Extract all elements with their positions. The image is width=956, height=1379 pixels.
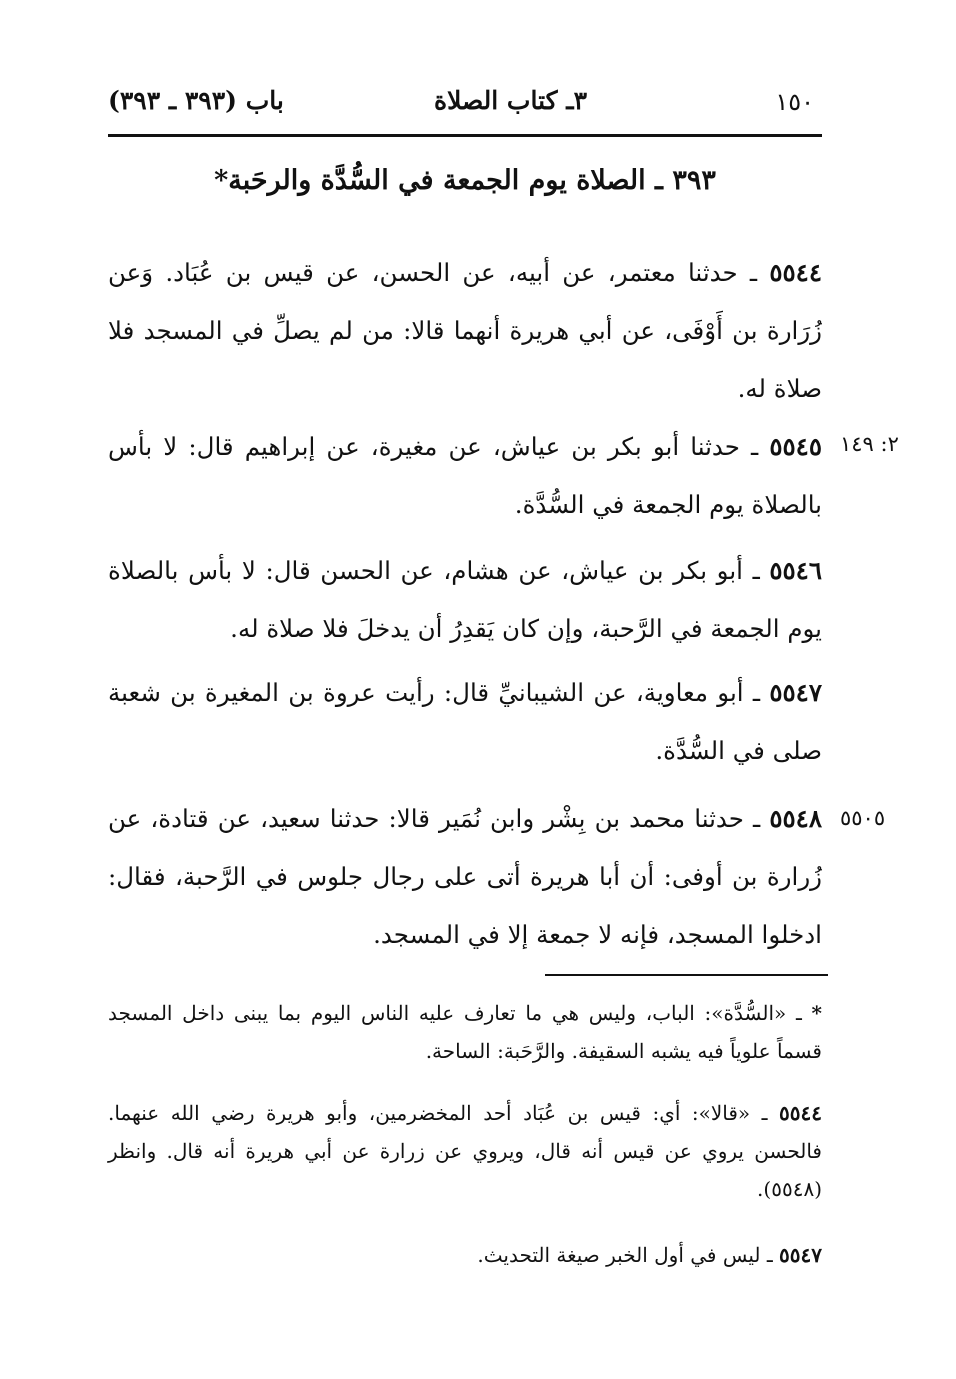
- hadith-text: ـ أبو معاوية، عن الشيبانيِّ قال: رأيت عروة بن المغيرة بن شعبة صلى في السُّدَّة.: [108, 678, 822, 765]
- hadith-5545: [108, 418, 822, 534]
- footnote-5544: [108, 1094, 822, 1208]
- header-rule: [108, 134, 822, 137]
- chapter-title: ٣٩٣ ـ الصلاة يوم الجمعة في السُّدَّة والرحَبة*: [214, 165, 716, 196]
- margin-reference: ٥٥٠٥: [840, 806, 886, 830]
- hadith-text: ـ حدثنا محمد بن بِشْر وابن نُمَير قالا: حدثنا سعيد، عن قتادة، عن زُرارة بن أوفى: أن أبا هريرة أتى على رجال جلوس في الرَّحبة، فقال: ادخلوا المسجد، فإنه لا جمعة إلا في المسجد.: [108, 804, 822, 949]
- hadith-number: ٥٥٤٨: [769, 804, 822, 833]
- hadith-number: ٥٥٤٦: [769, 556, 822, 585]
- hadith-5547: [108, 664, 822, 780]
- footnote-text: ـ «السُّدَّة»: الباب، وليس هي ما تعارف عليه الناس اليوم بما يبنى داخل المسجد قسماً علوياً فيه يشبه السقيفة. والرَّحَبة: الساحة.: [108, 1001, 822, 1063]
- page-number: ١٥٠: [775, 88, 814, 116]
- hadith-number: ٥٥٤٥: [769, 432, 822, 461]
- margin-reference: ٢: ١٤٩: [840, 432, 899, 456]
- footnote-5547: [108, 1236, 822, 1274]
- hadith-5546: [108, 542, 822, 658]
- hadith-text: ـ حدثنا معتمر، عن أبيه، عن الحسن، عن قيس بن عُبَاد. وَعن زُرَارة بن أَوْفَى، عن أبي هريرة أنهما قالا: من لم يصلِّ في المسجد فلا صلاة له.: [108, 258, 822, 403]
- hadith-text: ـ أبو بكر بن عياش، عن هشام، عن الحسن قال: لا بأس بالصلاة يوم الجمعة في الرَّحبة، وإن كان يَقدِرُ أن يدخلَ فلا صلاة له.: [108, 556, 822, 643]
- hadith-number: ٥٥٤٧: [769, 678, 822, 707]
- hadith-text: ـ حدثنا أبو بكر بن عياش، عن مغيرة، عن إبراهيم قال: لا بأس بالصلاة يوم الجمعة في السُّدَّة.: [108, 432, 822, 519]
- footnote-rule: [545, 974, 828, 976]
- chapter-range: باب (٣٩٣ ـ ٣٩٣): [108, 86, 284, 115]
- footnote-marker: ٥٥٤٤: [779, 1101, 822, 1125]
- footnote-marker: ٥٥٤٧: [779, 1243, 822, 1267]
- book-title: ٣ـ كتاب الصلاة: [433, 86, 587, 115]
- footnote-marker: *: [811, 1001, 822, 1025]
- footnote-star: [108, 994, 822, 1070]
- hadith-5548: [108, 790, 822, 964]
- page-header: [108, 76, 822, 132]
- hadith-number: ٥٥٤٤: [769, 258, 822, 287]
- hadith-5544: [108, 244, 822, 418]
- footnote-text: ـ ليس في أول الخبر صيغة التحديث.: [477, 1243, 780, 1267]
- footnote-text: ـ «قالا»: أي: قيس بن عُبَاد أحد المخضرمين، وأبو هريرة رضي الله عنهما. فالحسن يروي عن قيس أنه قال، ويروي عن زرارة عن أبي هريرة أنه قال. وانظر (٥٥٤٨).: [108, 1101, 822, 1201]
